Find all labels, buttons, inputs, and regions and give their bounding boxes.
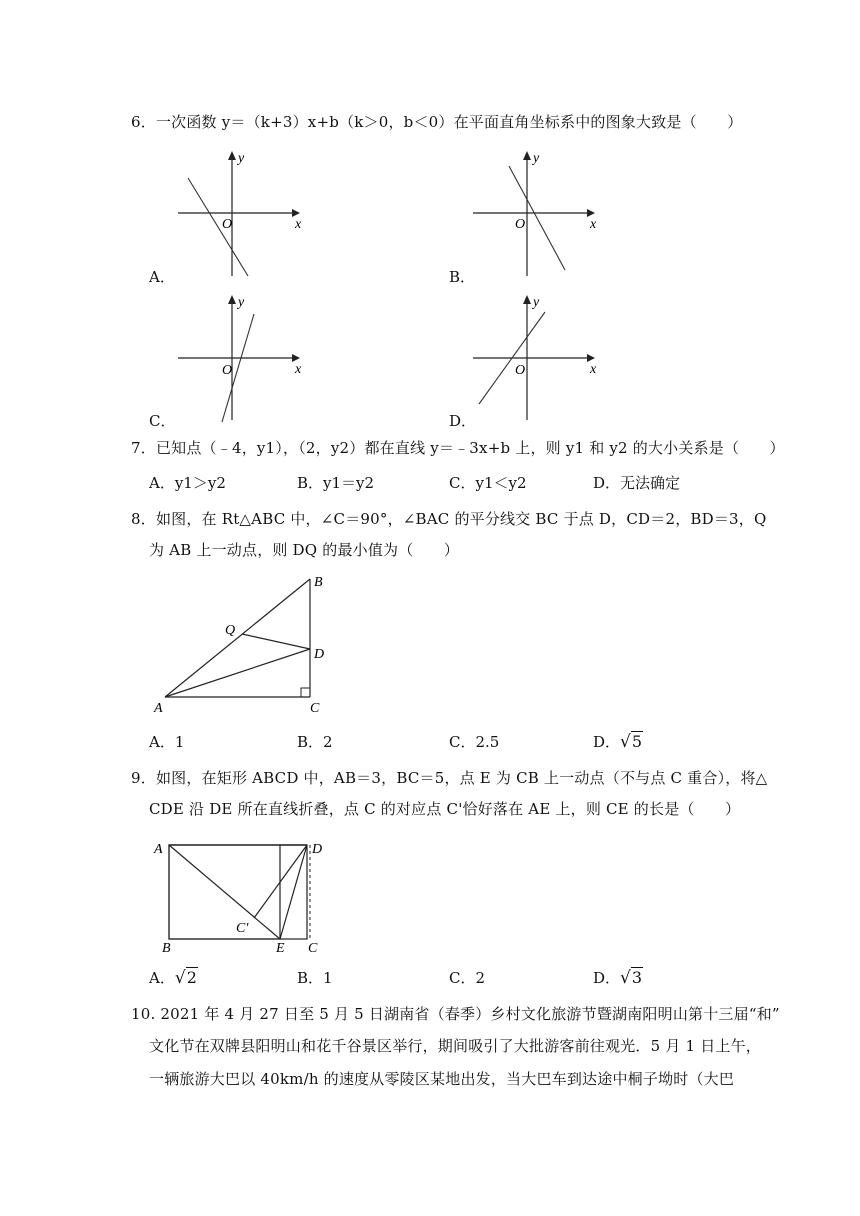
q6-option-b[interactable]: B． [449,268,476,286]
question-10-line-1: 10. 2021 年 4 月 27 日至 5 月 5 日湖南省（春季）乡村文化旅游节暨湖南阳明山第十三届“和” [131,1005,780,1023]
question-9-stem-line-1: 9．如图，在矩形 ABCD 中，AB＝3，BC＝5，点 E 为 CB 上一动点（不与点 C 重合），将△ [131,769,768,787]
axis-y-label: y [238,151,245,166]
point-q-label: Q [225,623,236,638]
vertex-c-label: C [308,941,318,956]
origin-label: O [515,363,526,378]
q7-option-c[interactable]: C．y1＜y2 [449,474,527,492]
question-6-stem: 6．一次函数 y＝（k+3）x+b（k＞0，b＜0）在平面直角坐标系中的图象大致是（ ） [131,113,743,131]
question-10-line-3: 一辆旅游大巴以 40km/h 的速度从零陵区某地出发，当大巴车到达途中桐子坳时（大巴 [149,1070,735,1088]
q9-option-a-radicand: 2 [186,968,197,987]
origin-label: O [515,217,526,232]
q6-graph-c [170,292,310,427]
q7-option-b[interactable]: B．y1＝y2 [297,474,375,492]
origin-label: O [222,363,233,378]
sqrt-sign-icon: √ [620,968,631,988]
q7-option-a[interactable]: A．y1＞y2 [149,474,226,492]
axis-y-label: y [533,151,540,166]
q6-option-d[interactable]: D． [449,412,477,430]
origin-label: O [222,217,233,232]
q9-option-d[interactable] [593,967,643,989]
vertex-b-label: B [162,941,171,956]
q6-graph-b [465,148,605,283]
point-c-prime-label: C′ [236,921,249,936]
q9-option-c[interactable]: C．2 [449,969,486,987]
q9-option-b[interactable]: B．1 [297,969,333,987]
q6-option-c[interactable]: C． [149,412,176,430]
q6-graph-a [170,148,310,283]
q9-figure [150,834,340,954]
question-8-stem-line-2: 为 AB 上一动点，则 DQ 的最小值为（ ） [149,541,460,559]
q8-option-a[interactable]: A．1 [149,733,185,751]
q8-option-c[interactable]: C．2.5 [449,733,500,751]
axis-x-label: x [295,362,302,377]
question-7-stem: 7．已知点（﹣4，y1），（2，y2）都在直线 y＝﹣3x+b 上，则 y1 和 y2 的大小关系是（ ） [131,439,785,457]
axis-x-label: x [590,217,597,232]
q9-option-d-radicand: 3 [631,968,643,987]
vertex-d-label: D [312,842,323,857]
q9-option-a-prefix: A． [149,969,175,987]
q9-option-a[interactable] [149,967,198,989]
axis-x-label: x [590,362,597,377]
q7-option-d[interactable]: D．无法确定 [593,474,681,492]
q8-option-b[interactable]: B．2 [297,733,333,751]
q6-graph-d [465,292,605,427]
q6-option-a[interactable]: A． [149,268,175,286]
point-e-label: E [276,941,285,956]
q8-figure [150,572,340,717]
sqrt-sign-icon: √ [174,968,186,988]
vertex-a-label: A [154,701,163,716]
axis-y-label: y [238,295,245,310]
vertex-c-label: C [310,701,320,716]
question-9-stem-line-2: CDE 沿 DE 所在直线折叠，点 C 的对应点 C'恰好落在 AE 上，则 CE 的长是（ ） [149,800,741,818]
q9-option-d-prefix: D． [593,969,621,987]
vertex-b-label: B [314,575,323,590]
q8-option-d[interactable] [593,731,643,753]
question-10-line-2: 文化节在双牌县阳明山和花千谷景区举行，期间吸引了大批游客前往观光．5 月 1 日上午， [149,1037,761,1055]
sqrt-sign-icon: √ [620,732,631,752]
q8-option-d-radicand: 5 [631,732,643,751]
vertex-a-label: A [154,842,163,857]
question-8-stem-line-1: 8．如图，在 Rt△ABC 中，∠C＝90°，∠BAC 的平分线交 BC 于点 D，CD＝2，BD＝3，Q [131,510,767,528]
point-d-label: D [314,647,325,662]
q8-option-d-prefix: D． [593,733,621,751]
axis-x-label: x [295,217,302,232]
axis-y-label: y [533,295,540,310]
